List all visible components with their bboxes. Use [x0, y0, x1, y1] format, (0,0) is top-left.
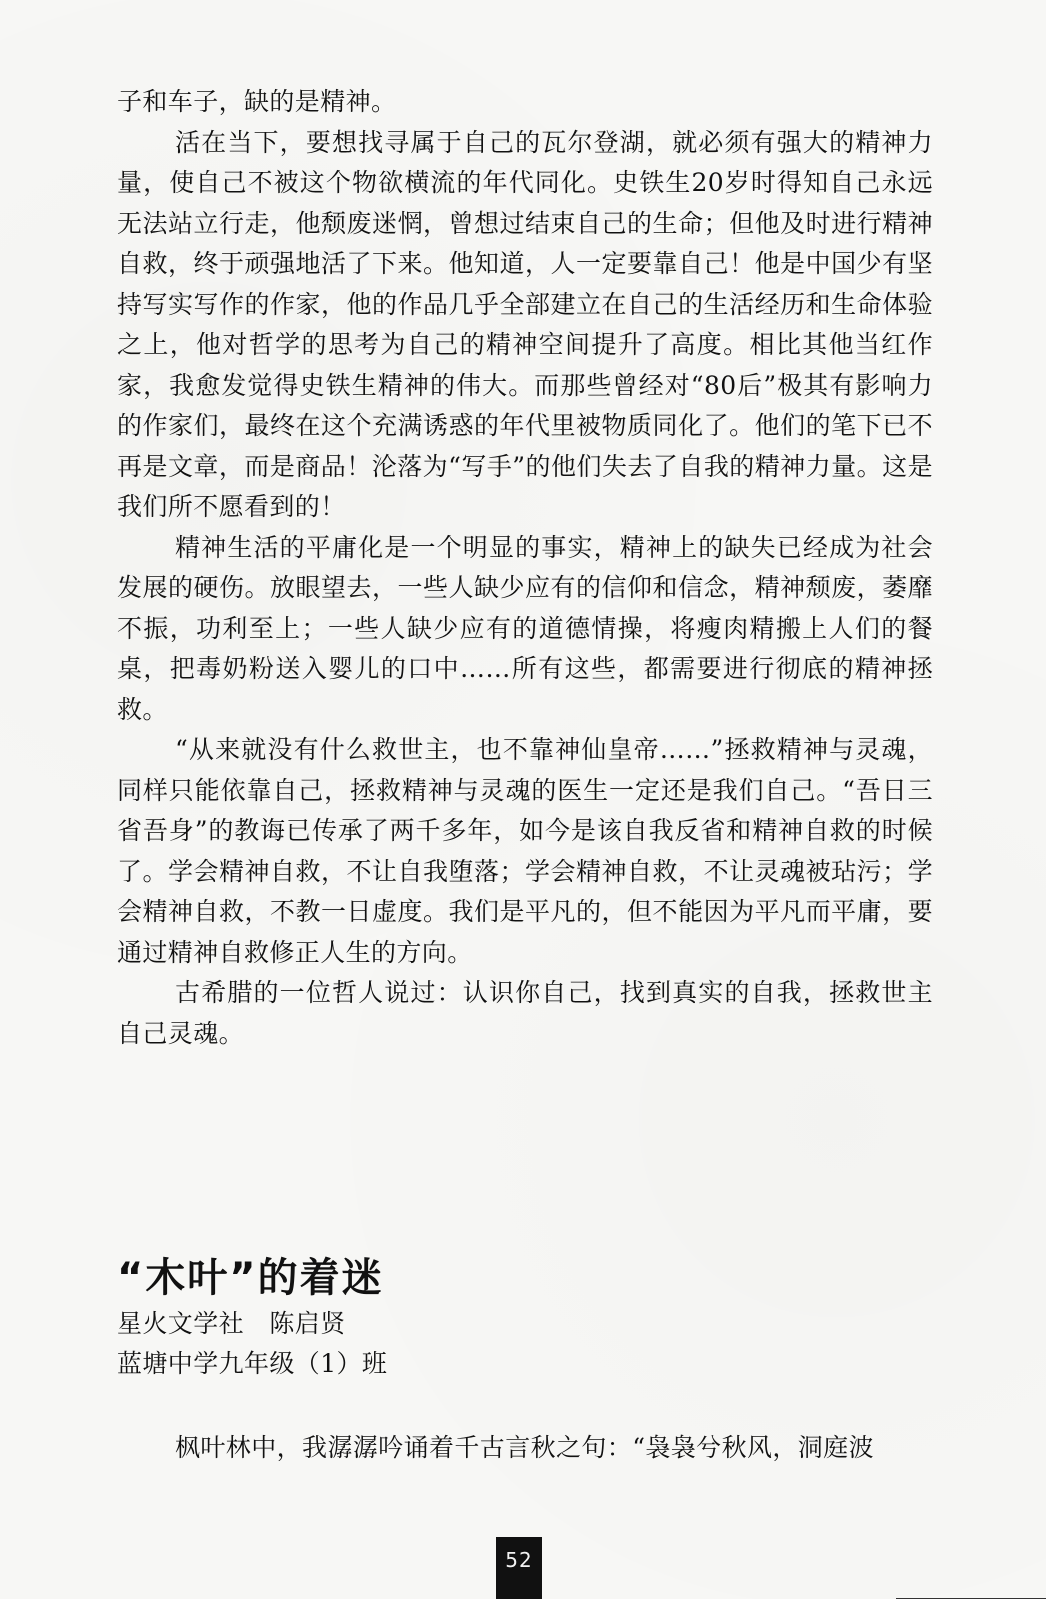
article-body — [117, 82, 933, 1054]
next-article-opening — [117, 1428, 933, 1469]
opening-paragraph: 枫叶林中，我潺潺吟诵着千古言秋之句：“袅袅兮秋风，洞庭波 — [175, 1433, 874, 1462]
body-paragraph: “从来就没有什么救世主，也不靠神仙皇帝……”拯救精神与灵魂，同样只能依靠自己，拯救精神与灵魂的医生一定还是我们自己。“吾日三省吾身”的教诲已传承了两千多年，如今是该自我反省和精神自救的时候了。学会精神自救，不让自我堕落；学会精神自救，不让灵魂被玷污；学会精神自救，不教一日虚度。我们是平凡的，但不能因为平凡而平庸，要通过精神自救修正人生的方向。 — [117, 735, 933, 967]
body-paragraph: 精神生活的平庸化是一个明显的事实，精神上的缺失已经成为社会发展的硬伤。放眼望去，一些人缺少应有的信仰和信念，精神颓废，萎靡不振，功利至上；一些人缺少应有的道德情操，将瘦肉精搬上人们的餐桌，把毒奶粉送入婴儿的口中……所有这些，都需要进行彻底的精神拯救。 — [117, 532, 933, 724]
page-number: 52 — [496, 1537, 542, 1599]
author-class: 蓝塘中学九年级（1）班 — [117, 1349, 388, 1378]
next-article-header — [117, 1252, 933, 1384]
author-byline: 星火文学社 陈启贤 — [117, 1309, 346, 1338]
article-title: “木叶”的着迷 — [117, 1255, 384, 1301]
body-paragraph: 古希腊的一位哲人说过：认识你自己，找到真实的自我，拯救世主自己灵魂。 — [117, 978, 933, 1048]
body-paragraph: 子和车子，缺的是精神。 — [117, 87, 397, 116]
body-paragraph: 活在当下，要想找寻属于自己的瓦尔登湖，就必须有强大的精神力量，使自己不被这个物欲横流的年代同化。史铁生20岁时得知自己永远无法站立行走，他颓废迷惘，曾想过结束自己的生命；但他及时进行精神自救，终于顽强地活了下来。他知道，人一定要靠自己！他是中国少有坚持写实写作的作家，他的作品几乎全部建立在自己的生活经历和生命体验之上，他对哲学的思考为自己的精神空间提升了高度。相比其他当红作家，我愈发觉得史铁生精神的伟大。而那些曾经对“80后”极其有影响力的作家们，最终在这个充满诱惑的年代里被物质同化了。他们的笔下已不再是文章，而是商品！沦落为“写手”的他们失去了自我的精神力量。这是我们所不愿看到的！ — [117, 127, 933, 521]
